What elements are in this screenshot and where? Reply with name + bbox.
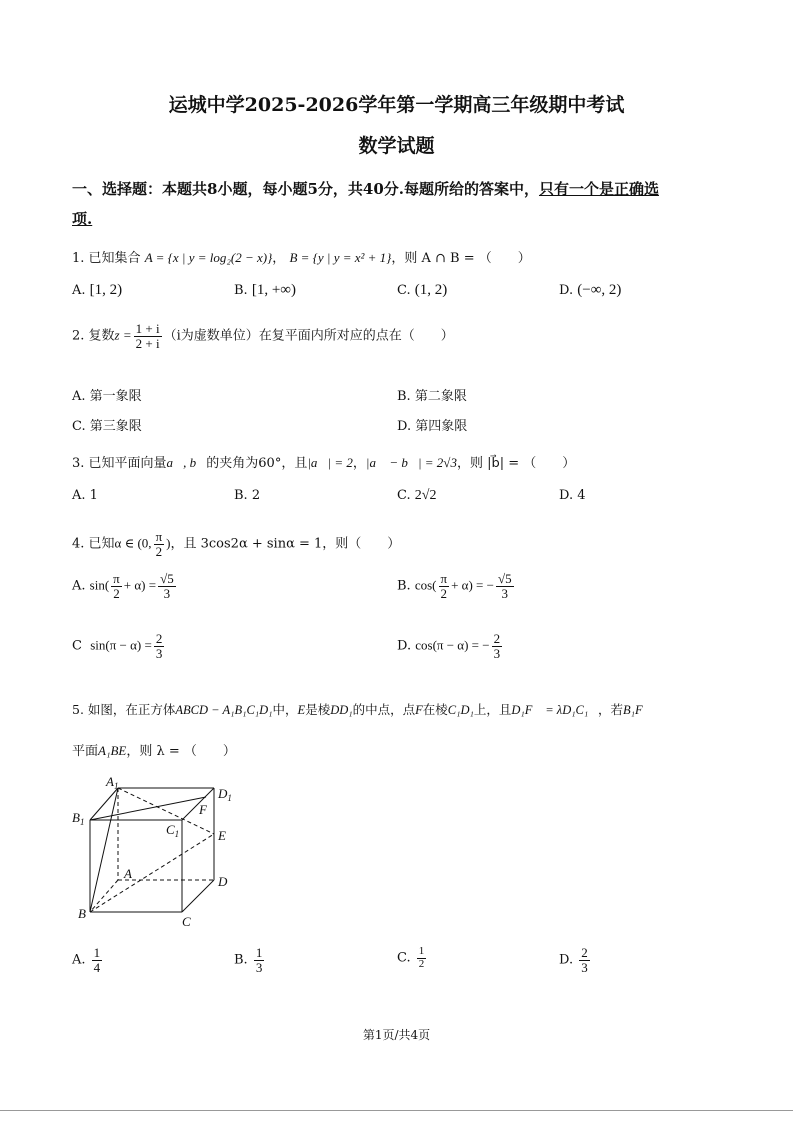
q5-edge-dd1: DD₁: [330, 703, 353, 717]
question-5: [72, 700, 643, 718]
q4-interval-start: α ∈ (0,: [114, 535, 152, 551]
q4-b-value: [496, 572, 514, 600]
option-text: (−∞, 2): [577, 282, 622, 298]
q3-option-c[interactable]: [397, 488, 436, 504]
option-label: D.: [559, 952, 574, 968]
option-label: C.: [397, 950, 411, 966]
option-label: D.: [397, 638, 412, 654]
q4-a-two: 2: [111, 586, 122, 601]
q5-tail: ，则 λ = （ ）: [126, 744, 236, 759]
edge-dc: [182, 880, 214, 912]
q5-plane: A₁BE: [98, 743, 127, 758]
q5-cube: ABCD − A₁B₁C₁D₁: [175, 703, 273, 717]
q4-b-pre: cos(: [414, 577, 437, 593]
line-a1b: [90, 788, 118, 912]
option-label: B.: [234, 488, 248, 503]
label-c: C: [182, 914, 191, 929]
q5-point-f: F: [415, 703, 423, 717]
q5-vector-eq: D₁F⃗ = λD₁C₁⃗: [511, 703, 598, 717]
q4-b-angle: [439, 572, 450, 600]
q4-pi-over-2: [154, 530, 165, 558]
q3-tail: ，则 |b⃗| = （ ）: [456, 456, 576, 471]
option-label: A.: [72, 488, 86, 503]
option-label: B.: [397, 578, 411, 594]
q3-option-b[interactable]: [234, 488, 260, 503]
q4-c-pre: sin(π − α) =: [90, 637, 152, 653]
fraction-num: 2: [581, 945, 588, 960]
edge-ab: [90, 880, 118, 912]
fraction-den: 3: [581, 959, 588, 975]
q4-d-pre: cos(π − α) = −: [415, 637, 490, 653]
label-d: D: [218, 874, 228, 889]
option-label: B.: [234, 952, 248, 968]
q2-fraction: [134, 322, 162, 350]
q1-option-c[interactable]: [397, 282, 447, 299]
option-text: (1, 2): [414, 282, 448, 298]
q3-mid: 的夹角为60°，且: [206, 456, 308, 471]
q4-a-den: 3: [158, 586, 176, 601]
q2-option-a[interactable]: [72, 385, 142, 404]
option-text: 第一象限: [89, 389, 142, 404]
option-label: B.: [234, 283, 248, 298]
option-fraction: [254, 946, 265, 974]
fraction-num: 1: [93, 945, 101, 960]
option-label: D.: [559, 283, 574, 298]
q4-b-den: 3: [496, 586, 514, 601]
option-text: 第二象限: [414, 389, 467, 404]
q1-option-d[interactable]: [559, 282, 621, 299]
option-text: [1, 2): [89, 282, 123, 298]
q4-stem: 4. 已知: [72, 536, 115, 552]
option-fraction: [417, 946, 427, 970]
q5-mid-1: 中，: [272, 702, 298, 717]
q1-option-b[interactable]: [234, 282, 296, 299]
option-label: C.: [397, 488, 411, 503]
q4-option-c[interactable]: [72, 632, 166, 660]
q2-option-d[interactable]: [397, 415, 467, 434]
option-label: C.: [72, 419, 86, 434]
q3-cond-1: |a⃗| = 2: [307, 455, 353, 470]
q4-a-angle: [111, 572, 122, 600]
q4-c-value: [154, 632, 165, 660]
q4-a-pre: sin(: [89, 577, 110, 593]
option-label: A.: [72, 389, 86, 404]
q4-b-pi: π: [440, 571, 448, 586]
q5-option-d[interactable]: [559, 946, 592, 974]
section-heading-text: 一、选择题：本题共8小题，每小题5分，共40分.每题所给的答案中，: [72, 180, 539, 198]
q5-line-b1f: B₁F: [622, 703, 643, 717]
section-heading: [72, 178, 659, 199]
option-fraction: [579, 946, 590, 974]
question-2: [72, 322, 454, 350]
edge-d1c1: [182, 788, 214, 820]
q5-option-b[interactable]: [234, 946, 266, 974]
q1-tail: ，则 A ∩ B = （ ）: [391, 251, 531, 266]
option-label: D.: [559, 488, 574, 503]
option-fraction: [92, 946, 103, 974]
q4-pi: π: [155, 529, 163, 544]
q4-two: 2: [154, 544, 165, 559]
section-heading-underlined: 只有一个是正确选: [538, 180, 659, 198]
option-text: 2√2: [414, 488, 437, 503]
label-b: B: [78, 906, 86, 921]
label-c1: $C_1$: [166, 822, 180, 839]
q3-vectors: a⃗, b⃗: [166, 455, 207, 470]
q4-b-post: + α) = −: [451, 577, 494, 593]
q5-edge-c1d1: C₁D₁: [447, 703, 474, 717]
q4-c-num: 2: [155, 631, 163, 646]
q4-option-d[interactable]: [397, 632, 504, 660]
label-a: A: [124, 866, 132, 881]
exam-title: 运城中学2025-2026学年第一学期高三年级期中考试: [168, 94, 625, 116]
q3-cond-2: |a⃗ − b⃗| = 2√3: [365, 455, 457, 470]
fraction-den: 2: [418, 957, 425, 970]
option-label: C: [72, 638, 82, 654]
section-heading-line2: [72, 208, 92, 229]
q4-a-pi: π: [113, 571, 120, 586]
q4-d-den: 3: [493, 645, 501, 661]
q4-a-post: + α) =: [123, 577, 157, 593]
option-label: D.: [397, 419, 412, 434]
q4-a-value: [158, 572, 176, 600]
option-text: 第四象限: [415, 419, 468, 434]
fraction-den: 3: [255, 959, 263, 975]
q5-option-a[interactable]: [72, 946, 104, 974]
q5-mid-3: 的中点，点: [352, 702, 416, 717]
line-be: [90, 834, 214, 912]
q4-option-a[interactable]: [72, 572, 178, 600]
question-3: 3. 已知平面向量a⃗, b⃗的夹角为60°，且|a⃗| = 2，|a⃗ − b⃗| = 2√3，则 |b⃗| = （ ）: [72, 455, 576, 471]
label-e: E: [218, 828, 226, 843]
q5-stem: 5. 如图，在正方体: [72, 702, 176, 717]
q4-c-den: 3: [155, 645, 163, 661]
question-4: [72, 530, 400, 558]
q5-option-c[interactable]: [397, 946, 428, 970]
question-5-line2: [72, 740, 236, 759]
q5-plane-pre: 平面: [72, 744, 99, 759]
option-text: 1: [89, 488, 98, 503]
q5-mid-4: 在棱: [422, 702, 448, 717]
q3-option-d[interactable]: [559, 488, 586, 503]
q1-set-a: A = {x | y = log₂(2 − x)}: [144, 250, 273, 265]
option-label: A.: [72, 283, 86, 298]
page-number: 第1页/共4页: [362, 1028, 431, 1042]
cube-figure: [70, 770, 250, 930]
q2-z: z =: [114, 327, 132, 343]
q4-d-num: 2: [493, 631, 501, 646]
fraction-num: 1: [255, 945, 263, 960]
q2-denominator: 2 + i: [135, 335, 160, 351]
q2-stem: 2. 复数: [72, 328, 115, 344]
option-text: [1, +∞): [251, 282, 296, 298]
fraction-den: 4: [93, 959, 101, 975]
q4-b-two: 2: [439, 586, 450, 601]
q2-tail: （i为虚数单位）在复平面内所对应的点在（ ）: [163, 328, 454, 344]
option-text: 4: [577, 488, 586, 503]
q1-set-b: B = {y | y = x² + 1}: [289, 250, 392, 265]
q4-interval-end: ): [166, 535, 171, 551]
q5-mid-6: ，若: [597, 702, 623, 717]
label-a1: $A_1$: [106, 774, 119, 791]
q1-stem: 1. 已知集合: [72, 251, 141, 266]
option-label: A.: [72, 952, 86, 968]
q4-a-num: √5: [160, 571, 174, 586]
q2-option-b[interactable]: [397, 385, 467, 404]
bottom-divider: [0, 1110, 793, 1111]
question-1: 1. 已知集合 A = {x | y = log₂(2 − x)}， B = {y | y = x² + 1}，则 A ∩ B = （ ）: [72, 250, 531, 266]
q4-condition: ，且 3cos2α + sinα = 1，则（ ）: [170, 536, 401, 552]
q2-option-c[interactable]: [72, 415, 142, 434]
fraction-num: 1: [418, 945, 425, 957]
q4-b-num: √5: [497, 571, 512, 586]
q5-mid-2: 是棱: [305, 702, 331, 717]
q5-point-e: E: [297, 703, 306, 717]
option-label: A.: [72, 578, 86, 594]
label-d1: $D_1$: [218, 786, 232, 803]
q1-option-a[interactable]: [72, 282, 122, 299]
q5-mid-5: 上，且: [473, 702, 512, 717]
option-label: B.: [397, 389, 411, 404]
section-heading-end: 项.: [72, 210, 93, 228]
label-f: F: [199, 802, 207, 817]
option-text: 第三象限: [89, 419, 142, 434]
option-text: 2: [251, 488, 261, 503]
q4-option-b[interactable]: [397, 572, 516, 600]
q3-stem: 3. 已知平面向量: [72, 456, 167, 471]
q2-numerator: 1 + i: [135, 321, 160, 336]
q4-d-value: [492, 632, 503, 660]
exam-subtitle: 数学试题: [358, 135, 435, 157]
option-label: C.: [397, 283, 411, 298]
label-b1: $B_1$: [72, 810, 85, 827]
q3-option-a[interactable]: [72, 488, 98, 503]
